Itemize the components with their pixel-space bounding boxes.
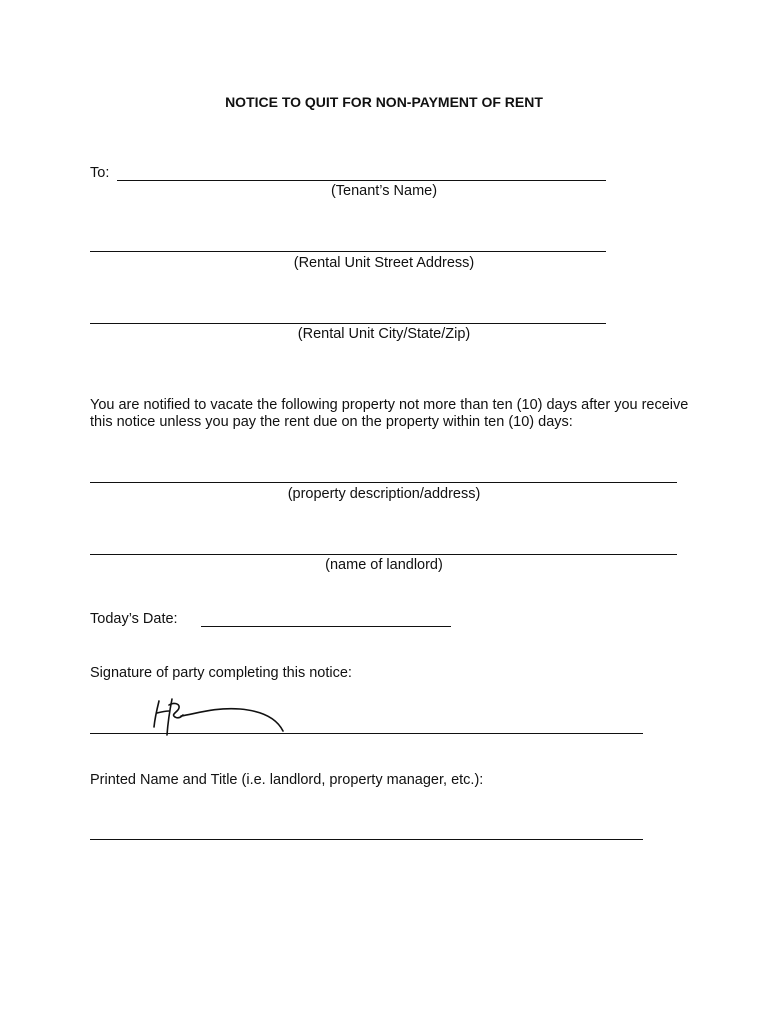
printed-name-label: Printed Name and Title (i.e. landlord, property manager, etc.): [90, 772, 484, 788]
date-label: Today’s Date: [90, 611, 178, 627]
page-title: NOTICE TO QUIT FOR NON-PAYMENT OF RENT [225, 94, 543, 110]
tenant-name-caption: (Tenant’s Name) [330, 183, 438, 199]
street-address-line[interactable] [90, 251, 606, 252]
printed-name-line[interactable] [90, 839, 643, 840]
date-line[interactable] [201, 626, 451, 627]
signature-strokes [154, 699, 283, 735]
signature-label: Signature of party completing this notice: [90, 665, 352, 681]
street-address-caption: (Rental Unit Street Address) [293, 255, 475, 271]
property-description-caption: (property description/address) [287, 486, 481, 502]
landlord-name-caption: (name of landlord) [325, 557, 443, 573]
notice-paragraph: You are notified to vacate the following property not more than ten (10) days after you receive this notice unless you pay the rent due on the property within ten (10) days: [90, 397, 689, 430]
city-state-zip-line[interactable] [90, 323, 606, 324]
city-state-zip-caption: (Rental Unit City/State/Zip) [297, 326, 471, 342]
tenant-name-line[interactable] [117, 180, 606, 181]
handwritten-signature [145, 697, 290, 739]
to-label: To: [90, 165, 110, 181]
landlord-name-line[interactable] [90, 554, 677, 555]
property-description-line[interactable] [90, 482, 677, 483]
